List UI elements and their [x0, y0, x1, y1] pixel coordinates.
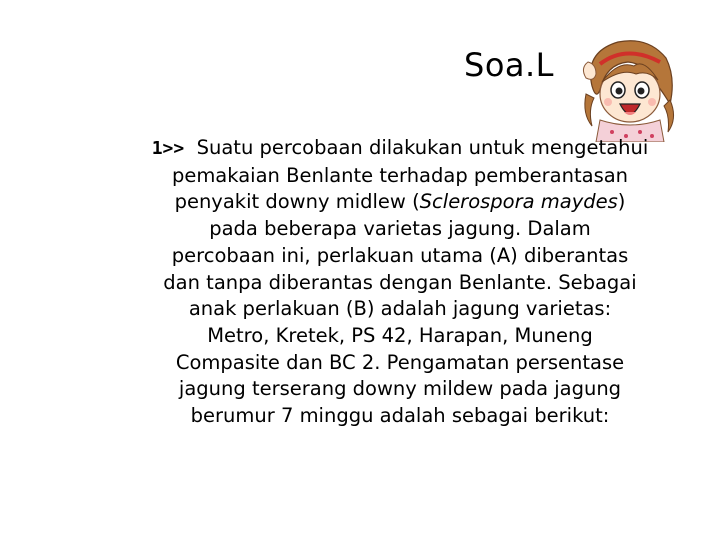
- text-line-4: pada beberapa varietas jagung. Dalam: [209, 217, 591, 241]
- text-line-8: Metro, Kretek, PS 42, Harapan, Muneng: [207, 323, 593, 347]
- species-name: Sclerospora maydes: [419, 190, 618, 214]
- text-line-10: jagung terserang downy mildew pada jagung: [178, 377, 622, 401]
- question-text: [110, 135, 690, 430]
- text-line-6: dan tanpa diberantas dengan Benlante. Sebagai: [163, 270, 637, 294]
- text-line-1: [110, 135, 690, 163]
- slide-title: Soa.L: [464, 46, 554, 84]
- text-line-5: percobaan ini, perlakuan utama (A) diberantas: [171, 243, 629, 267]
- question-number: 1>>: [151, 138, 185, 159]
- text-line-2: pemakaian Benlante terhadap pemberantasan: [171, 163, 629, 187]
- text-line-7: anak perlakuan (B) adalah jagung varietas:: [188, 297, 612, 321]
- text-line-3: [110, 189, 690, 216]
- cartoon-girl-illustration: [578, 34, 680, 142]
- text-line-11: berumur 7 minggu adalah sebagai berikut:: [190, 404, 610, 428]
- text-segment: Suatu percobaan dilakukan untuk mengetahui: [196, 136, 649, 159]
- text-segment: penyakit downy midlew (: [174, 190, 420, 214]
- text-segment: ): [617, 190, 626, 214]
- text-line-9: Compasite dan BC 2. Pengamatan persentase: [175, 350, 625, 374]
